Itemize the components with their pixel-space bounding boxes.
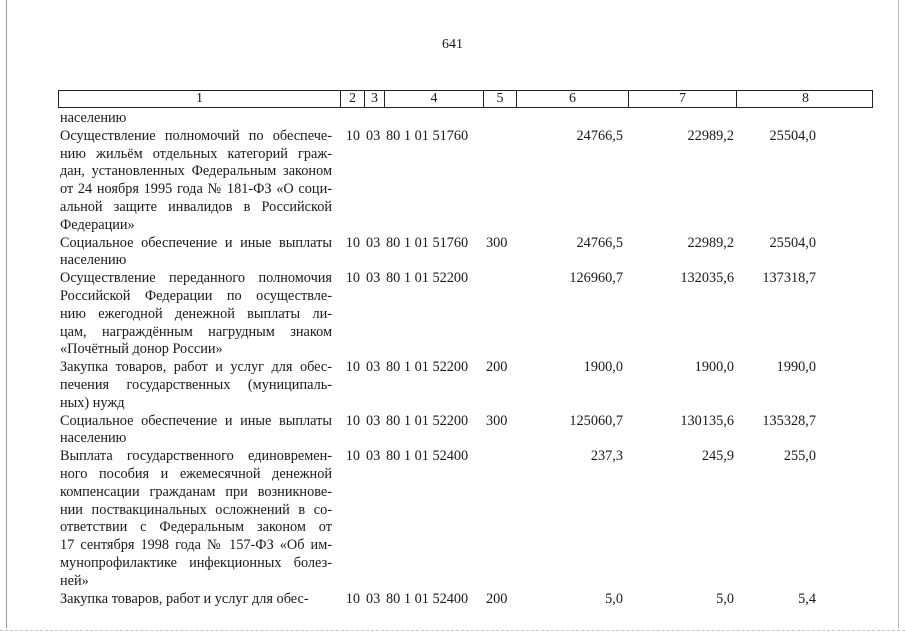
target-article-code: 80 1 01 52200	[386, 412, 469, 429]
amount-col-7: 22989,2	[687, 234, 734, 251]
row-description	[58, 591, 340, 609]
description-line: Выплата государственного единовремен-	[60, 448, 332, 465]
section-code: 10	[345, 359, 360, 376]
description-line: нию ежегодной денежной выплаты ли-	[60, 305, 332, 322]
description-line: ных) нужд	[60, 394, 125, 411]
amount-col-7: 132035,6	[680, 270, 734, 287]
header-col-2: 2	[341, 91, 365, 107]
header-col-5: 5	[484, 91, 517, 107]
description-line: ного пособия и ежемесячной денежной	[60, 465, 332, 482]
amount-col-7: 1900,0	[694, 359, 734, 376]
expense-type-code: 300	[486, 412, 508, 429]
description-line: Социальное обеспечение и иные выплаты	[60, 234, 332, 251]
description-line: Закупка товаров, работ и услуг для обес-	[60, 590, 309, 607]
amount-col-6: 125060,7	[569, 412, 623, 429]
amount-col-8: 135328,7	[762, 412, 816, 429]
description-line: 17 сентября 1998 года № 157-ФЗ «Об им-	[60, 537, 332, 554]
page-right-border	[898, 0, 899, 628]
subsection-code: 03	[366, 127, 381, 144]
table-row	[58, 448, 873, 590]
row-description	[58, 270, 340, 359]
description-line: населению	[60, 110, 127, 126]
amount-col-8: 5,4	[798, 590, 816, 607]
description-line: от 24 ноября 1995 года № 181-ФЗ «О соци-	[60, 181, 332, 198]
header-col-3: 3	[365, 91, 385, 107]
row-description	[58, 110, 340, 128]
amount-col-8: 255,0	[783, 448, 816, 465]
amount-col-6: 126960,7	[569, 270, 623, 287]
expense-type-code	[483, 448, 516, 590]
description-line: ответствии с Федеральным законом от	[60, 519, 332, 536]
amount-col-7: 5,0	[716, 590, 734, 607]
row-description	[58, 448, 340, 590]
table-row	[58, 235, 873, 271]
table-header	[58, 90, 873, 108]
description-line: печения государственных (муниципаль-	[60, 376, 332, 393]
amount-col-6: 24766,5	[576, 127, 623, 144]
section-code: 10	[345, 127, 360, 144]
description-line: населению	[60, 252, 127, 269]
expense-type-code: 200	[486, 590, 508, 607]
header-col-4: 4	[385, 91, 484, 107]
row-description	[58, 128, 340, 235]
row-description	[58, 235, 340, 271]
description-line: мунопрофилактике инфекционных болез-	[60, 554, 332, 571]
expense-type-code: 300	[486, 234, 508, 251]
table-row	[58, 128, 873, 235]
description-line: населению	[60, 430, 127, 447]
amount-col-7: 245,9	[701, 448, 734, 465]
header-col-6: 6	[517, 91, 629, 107]
amount-col-8: 137318,7	[762, 270, 816, 287]
target-article-code: 80 1 01 52400	[386, 590, 469, 607]
page-left-border	[6, 0, 7, 628]
subsection-code	[364, 110, 384, 128]
page-bottom-edge	[0, 630, 905, 632]
target-article-code	[384, 110, 483, 128]
amount-col-8: 1990,0	[776, 359, 816, 376]
table-row	[58, 270, 873, 359]
subsection-code: 03	[366, 270, 381, 287]
description-line: ней»	[60, 572, 89, 589]
description-line: Закупка товаров, работ и услуг для обес-	[60, 359, 332, 376]
amount-col-6	[516, 110, 628, 128]
description-line: Российской Федерации по осуществле-	[60, 287, 332, 304]
section-code	[340, 110, 364, 128]
target-article-code: 80 1 01 51760	[386, 234, 469, 251]
subsection-code: 03	[366, 234, 381, 251]
description-line: нии поствакцинальных осложнений в со-	[60, 501, 332, 518]
header-col-8: 8	[802, 91, 809, 106]
header-col-1: 1	[59, 91, 341, 107]
description-line: компенсации гражданам при возникнове-	[60, 483, 332, 500]
section-code: 10	[345, 270, 360, 287]
section-code: 10	[345, 234, 360, 251]
amount-col-6: 1900,0	[583, 359, 623, 376]
table-row	[58, 359, 873, 412]
table-body	[58, 110, 873, 608]
target-article-code: 80 1 01 52200	[386, 270, 469, 287]
amount-col-7: 130135,6	[680, 412, 734, 429]
page-number: 641	[442, 37, 463, 52]
subsection-code: 03	[366, 448, 381, 465]
description-line: Федерации»	[60, 216, 135, 233]
expense-type-code	[483, 110, 516, 128]
amount-col-8: 25504,0	[769, 127, 816, 144]
section-code: 10	[345, 590, 360, 607]
description-line: Осуществление переданного полномочия	[60, 270, 332, 287]
table-row	[58, 110, 873, 128]
amount-col-6: 237,3	[590, 448, 623, 465]
amount-col-6: 24766,5	[576, 234, 623, 251]
subsection-code: 03	[366, 412, 381, 429]
table-row	[58, 591, 873, 609]
description-line: альной защите инвалидов в Российской	[60, 198, 332, 215]
subsection-code: 03	[366, 590, 381, 607]
description-line: Осуществление полномочий по обеспече-	[60, 127, 332, 144]
description-line: дан, установленных Федеральным законом	[60, 163, 332, 180]
description-line: Социальное обеспечение и иные выплаты	[60, 412, 332, 429]
expense-type-code: 200	[486, 359, 508, 376]
description-line: нию жильём отдельных категорий граж-	[60, 145, 332, 162]
section-code: 10	[345, 412, 360, 429]
subsection-code: 03	[366, 359, 381, 376]
row-description	[58, 413, 340, 449]
description-line: цам, награждённым нагрудным знаком	[60, 323, 332, 340]
amount-col-7: 22989,2	[687, 127, 734, 144]
section-code: 10	[345, 448, 360, 465]
amount-col-6: 5,0	[605, 590, 623, 607]
expense-type-code	[483, 128, 516, 235]
table-row	[58, 413, 873, 449]
description-line: «Почётный донор России»	[60, 341, 223, 358]
amount-col-8: 25504,0	[769, 234, 816, 251]
row-description	[58, 359, 340, 412]
target-article-code: 80 1 01 52400	[386, 448, 469, 465]
expense-type-code	[483, 270, 516, 359]
amount-col-7	[628, 110, 736, 128]
target-article-code: 80 1 01 52200	[386, 359, 469, 376]
header-col-7: 7	[629, 91, 737, 107]
target-article-code: 80 1 01 51760	[386, 127, 469, 144]
amount-col-8	[736, 110, 873, 128]
